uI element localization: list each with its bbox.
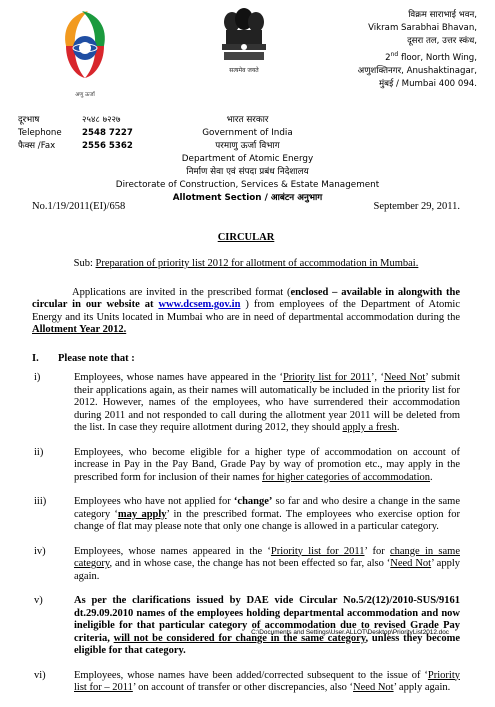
dae-logo [58,6,112,100]
subject-label: Sub: [73,258,93,269]
national-emblem [216,8,272,78]
section-name: Allotment Section / आबंटन अनुभाग [172,193,323,203]
website-link[interactable]: www.dcsem.gov.in [158,299,241,310]
dept-english: Department of Atomic Energy [181,154,314,164]
list-item: ii) Employees, who become eligible for a higher type of accommodation on account of increase in Pay in the Pay Band, Grade Pay by way of promotion etc., may apply in the prescribed form for inclusion of their names for higher categories of accommodation. [34,446,460,483]
list-item: v) As per the clarifications issued by DAE vide Circular No.5/2(12)/2010-SUS/9161 dt.29.09.2010 names of the employees holding departmental accommodation and now ineligible for that particular category of accommodation due to revised Grade Pay criteria, will not be considered for change in the same category, unless they become eligible for that category. [34,595,460,656]
intro-paragraph: Applications are invited in the prescribed format (enclosed – available in alongwith the circular in our website at www.dcsem.gov.in ) from employees of the Department of Atomic Energy and its Units located in Mumbai who are in need of departmental accommodation during the Allotment Year 2012. [32,286,460,335]
svg-text:सत्यमेव जयते: सत्यमेव जयते [229,67,259,74]
logo-caption: अणु ऊर्जा [75,92,95,98]
subject-line [32,258,460,271]
document-file-path: C:\Documents and Settings\User.ALLOT\Desktop\PriorityList2012.doc [251,629,449,636]
address-line-floor-hindi: दूसरा तल, उत्तर स्कंध, [407,36,477,46]
reference-line [32,201,460,214]
address-line-building: Vikram Sarabhai Bhavan, [368,23,477,33]
phone-value: 2548 7227 [82,128,133,139]
list-item: i) Employees, whose names have appeared in the ‘Priority list for 2011’, ‘Need Not’ submit their applications again, as their names will automatically be included in the priority list for 2012. However, names of the employees, who have surrendered their accommodation during 2011 and not responded to call during the allotment year 2011 will be deleted from the list. In case they require allotment during 2012, they should apply a fresh. [34,372,460,433]
address-line-area: अणुशक्तिनगर, Anushaktinagar, [357,65,477,76]
office-address [358,9,477,91]
letter-date: September 29, 2011. [373,201,460,212]
address-line-floor: 2nd floor, North Wing, [385,51,477,63]
dept-hindi: परमाणु ऊर्जा विभाग [215,141,280,151]
address-line-city: मुंबई / Mumbai 400 094. [379,78,477,89]
fax-label: फैक्स /Fax [18,141,56,152]
list-item: iii) Employees who have not applied for ‘change’ so far and who desire a change in the same category ‘may apply’ in the prescribed format. The employees who exercise option for change of flat may please note that only one change is allowed in a particular category. [34,496,461,532]
phone-label: Telephone [18,128,62,139]
circular-heading: CIRCULAR [217,231,275,243]
subject-text: Preparation of priority list 2012 for allotment of accommodation in Mumbai. [95,258,419,269]
address-line-hindi: विक्रम साराभाई भवन, [408,10,477,20]
phone-hindi-label: दूरभाष [18,115,40,125]
note-heading: I. Please note that : [32,352,135,364]
fax-value: 2556 5362 [82,141,133,152]
directorate-hindi: निर्माण सेवा एवं संपदा प्रबंध निदेशालय [186,167,309,177]
government-header [0,114,495,205]
directorate-english: Directorate of Construction, Services & Estate Management [115,180,380,190]
instruction-list [32,372,460,695]
dae-logo-icon [58,6,112,100]
phone-hindi-value: २५४८ ७२२७ [82,115,121,125]
gov-english: Government of India [202,128,293,138]
ashoka-emblem-icon [216,8,272,78]
list-item: iv) Employees, whose names appeared in the ‘Priority list for 2011’ for change in same category, and in whose case, the change has not been effected so far, also ‘Need Not’ apply again. [34,545,461,582]
reference-number: No.1/19/2011(EI)/658 [32,201,126,212]
list-item: vi) Employees, whose names have been added/corrected subsequent to the issue of ‘Priority list for – 2011’ on account of transfer or other discrepancies, also ‘Need Not’ apply again. [34,669,460,693]
gov-hindi: भारत सरकार [226,115,269,125]
